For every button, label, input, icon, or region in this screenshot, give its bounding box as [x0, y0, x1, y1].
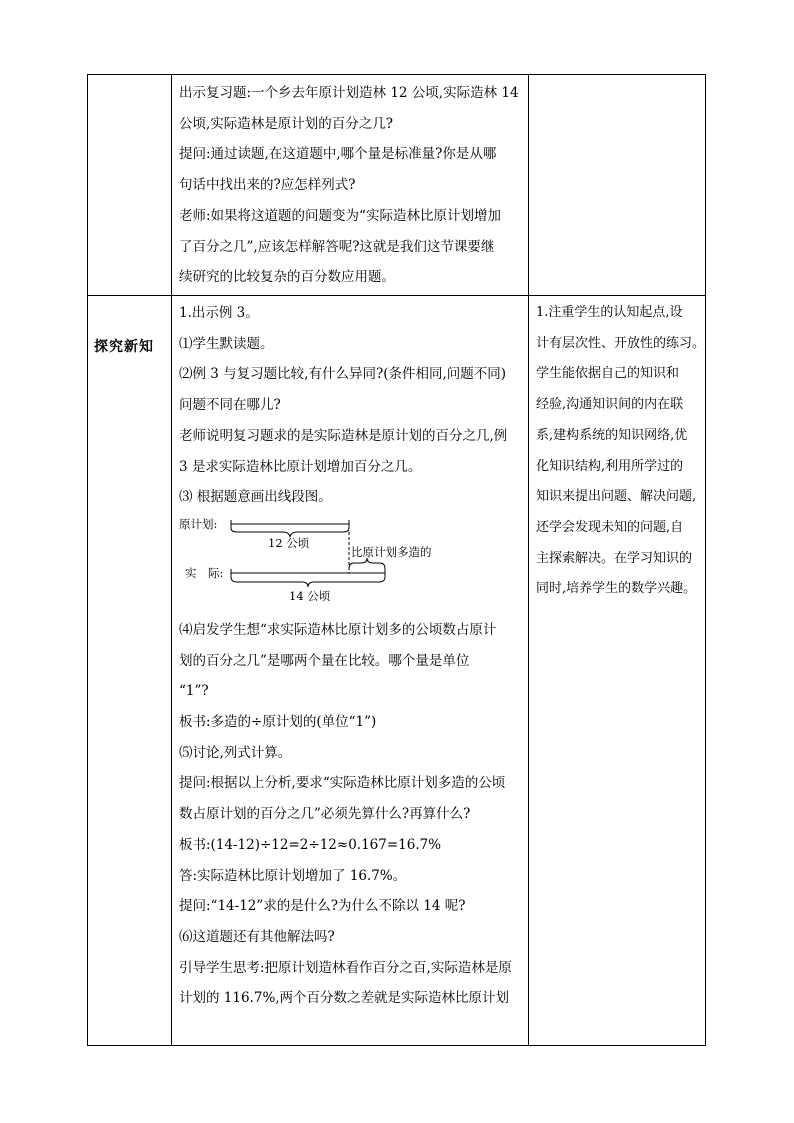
- text-line: 了百分之几”,应该怎样解答呢?这就是我们这节课要继: [179, 238, 495, 255]
- diagram-lines: [179, 515, 519, 615]
- text-line: 计划的 116.7%,两个百分数之差就是实际造林比原计划: [179, 990, 510, 1007]
- extra-label: 比原计划多造的: [351, 544, 432, 559]
- text-line: 1.出示例 3。: [179, 305, 259, 321]
- text-line: 系,建构系统的知识网络,优: [536, 427, 688, 443]
- text-line: ⑶ 根据题意画出线段图。: [179, 489, 332, 506]
- actual-amount: 14 公顷: [289, 588, 331, 603]
- text-line: 句话中找出来的?应怎样列式?: [179, 177, 356, 194]
- text-line: 计有层次性、开放性的练习。: [536, 335, 706, 351]
- line-segment-diagram: [179, 515, 519, 615]
- plan-label: 原计划:: [179, 516, 218, 531]
- text-line: ⑷启发学生想“求实际造林比原计划多的公顷数占原计: [179, 621, 497, 638]
- actual-label: 实 际:: [185, 565, 224, 580]
- design-intent-cell: [536, 298, 705, 605]
- text-line: ⑸讨论,列式计算。: [179, 744, 292, 761]
- text-line: 出示复习题:一个乡去年原计划造林 12 公顷,实际造林 14: [179, 85, 519, 101]
- text-line: ⑵例 3 与复习题比较,有什么异同?(条件相同,问题不同): [179, 366, 507, 383]
- new-knowledge-cell: [179, 298, 519, 1014]
- text-line: 提问:通过读题,在这道题中,哪个量是标准量?你是从哪: [179, 146, 497, 163]
- review-question-cell: [179, 78, 519, 293]
- text-line: 公顷,实际造林是原计划的百分之几?: [179, 115, 394, 132]
- text-line: 3 是求实际造林比原计划增加百分之几。: [179, 458, 422, 475]
- table-border-right: [705, 74, 706, 1046]
- text-line: 学生能依据自己的知识和: [536, 366, 680, 382]
- text-line: 引导学生思考:把原计划造林看作百分之百,实际造林是原: [179, 959, 512, 976]
- text-line: ⑹这道题还有其他解法吗?: [179, 928, 335, 945]
- section-label: 探究新知: [94, 339, 154, 355]
- text-line: 续研究的比较复杂的百分数应用题。: [179, 269, 395, 286]
- text-line: 提问:根据以上分析,要求“实际造林比原计划多造的公顷: [179, 775, 506, 792]
- text-line: 主探索解决。在学习知识的: [536, 550, 693, 566]
- text-line: ⑴学生默读题。: [179, 335, 274, 352]
- text-line: “1”?: [179, 683, 209, 700]
- text-line: 数占原计划的百分之几”必须先算什么?再算什么?: [179, 806, 471, 823]
- text-line: 问题不同在哪儿?: [179, 397, 281, 414]
- text-line: 老师说明复习题求的是实际造林是原计划的百分之几,例: [179, 427, 508, 444]
- text-line: 板书:多造的÷原计划的(单位“1”): [179, 714, 377, 731]
- lesson-table: [87, 74, 706, 1046]
- text-line: 1.注重学生的认知起点,设: [536, 305, 683, 320]
- text-line: 答:实际造林比原计划增加了 16.7%。: [179, 867, 407, 884]
- row-divider: [87, 295, 706, 296]
- text-line: 提问:“14-12”求的是什么?为什么不除以 14 呢?: [179, 898, 466, 915]
- text-line: 化知识结构,利用所学过的: [536, 458, 684, 474]
- table-border-bottom: [87, 1045, 706, 1046]
- text-line: 还学会发现未知的问题,自: [536, 519, 684, 535]
- text-line: 划的百分之几”是哪两个量在比较。哪个量是单位: [179, 652, 470, 669]
- table-border-left: [87, 74, 88, 1046]
- text-line: 板书:(14-12)÷12=2÷12≈0.167=16.7%: [179, 836, 442, 853]
- text-line: 老师:如果将这道题的问题变为“实际造林比原计划增加: [179, 207, 501, 224]
- text-line: 同时,培养学生的数学兴趣。: [536, 581, 697, 597]
- text-line: 经验,沟通知识间的内在联: [536, 397, 684, 413]
- column-divider-1: [171, 74, 172, 1046]
- plan-amount: 12 公顷: [268, 535, 310, 550]
- text-line: 知识来提出问题、解决问题,: [536, 489, 697, 505]
- table-border-top: [87, 74, 706, 75]
- column-divider-2: [528, 74, 529, 1046]
